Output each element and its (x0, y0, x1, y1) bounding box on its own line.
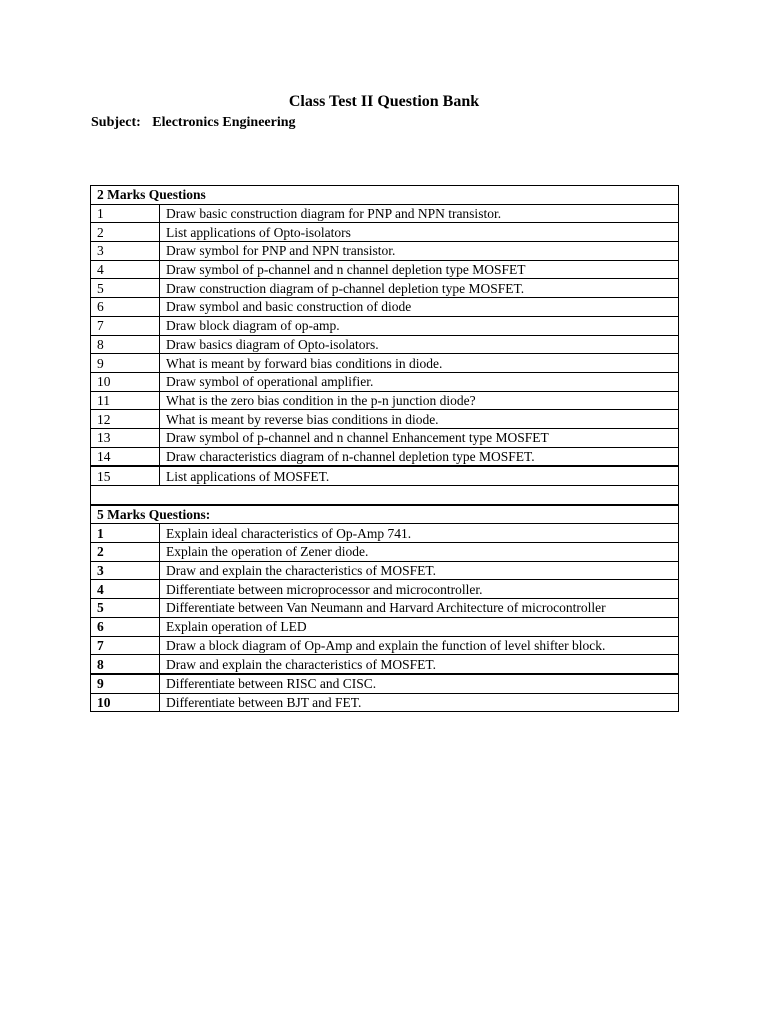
table-row (91, 466, 679, 485)
subject-value: Electronics Engineering (152, 115, 296, 130)
table-row (91, 298, 679, 317)
table-row (91, 335, 679, 354)
section-5marks-heading: 5 Marks Questions: (91, 505, 679, 524)
question-number: 3 (91, 242, 160, 261)
question-text: Draw characteristics diagram of n-channel depletion type MOSFET. (160, 447, 679, 466)
question-text: Draw and explain the characteristics of MOSFET. (160, 655, 679, 674)
table-row (91, 543, 679, 562)
question-number: 4 (91, 580, 160, 599)
question-number: 6 (91, 298, 160, 317)
table-row (91, 391, 679, 410)
table-row (91, 524, 679, 543)
table-row (91, 354, 679, 373)
table-row (91, 693, 679, 712)
table-row (91, 561, 679, 580)
question-text: Draw block diagram of op-amp. (160, 316, 679, 335)
question-text: Draw symbol for PNP and NPN transistor. (160, 242, 679, 261)
question-text: What is meant by reverse bias conditions in diode. (160, 410, 679, 429)
question-text: Explain ideal characteristics of Op-Amp 741. (160, 524, 679, 543)
section-2marks-heading: 2 Marks Questions (91, 186, 679, 205)
question-text: Draw basics diagram of Opto-isolators. (160, 335, 679, 354)
question-text: Draw construction diagram of p-channel depletion type MOSFET. (160, 279, 679, 298)
table-row (91, 636, 679, 655)
table-row (91, 372, 679, 391)
question-text: What is the zero bias condition in the p-n junction diode? (160, 391, 679, 410)
question-text: Explain the operation of Zener diode. (160, 543, 679, 562)
question-number: 13 (91, 428, 160, 447)
question-text: Differentiate between RISC and CISC. (160, 674, 679, 693)
question-number: 1 (91, 204, 160, 223)
question-text: Draw basic construction diagram for PNP and NPN transistor. (160, 204, 679, 223)
table-row (91, 316, 679, 335)
table-row (91, 242, 679, 261)
question-number: 8 (91, 655, 160, 674)
question-number: 2 (91, 543, 160, 562)
question-text: Differentiate between Van Neumann and Harvard Architecture of microcontroller (160, 599, 679, 618)
question-number: 1 (91, 524, 160, 543)
question-text: Differentiate between microprocessor and microcontroller. (160, 580, 679, 599)
subject-line (91, 115, 296, 131)
question-number: 5 (91, 279, 160, 298)
table-row (91, 260, 679, 279)
question-number: 10 (91, 372, 160, 391)
question-number: 4 (91, 260, 160, 279)
question-text: Differentiate between BJT and FET. (160, 693, 679, 712)
question-number: 10 (91, 693, 160, 712)
table-row (91, 655, 679, 674)
question-number: 8 (91, 335, 160, 354)
question-number: 5 (91, 599, 160, 618)
question-number: 7 (91, 316, 160, 335)
spacer-row (91, 486, 679, 505)
page-title: Class Test II Question Bank (288, 93, 480, 110)
table-row (91, 674, 679, 693)
question-text: Draw a block diagram of Op-Amp and explain the function of level shifter block. (160, 636, 679, 655)
question-text: List applications of MOSFET. (160, 466, 679, 485)
question-number: 3 (91, 561, 160, 580)
table-row (91, 279, 679, 298)
subject-label: Subject: (91, 115, 141, 130)
table-row (91, 428, 679, 447)
question-text: Draw symbol of operational amplifier. (160, 372, 679, 391)
question-number: 6 (91, 617, 160, 636)
section-2marks-header (91, 186, 679, 205)
table-row (91, 599, 679, 618)
question-text: What is meant by forward bias conditions in diode. (160, 354, 679, 373)
question-number: 12 (91, 410, 160, 429)
question-number: 2 (91, 223, 160, 242)
spacer-cell (91, 486, 679, 505)
question-number: 7 (91, 636, 160, 655)
question-bank-table (90, 185, 679, 712)
question-text: Draw symbol and basic construction of diode (160, 298, 679, 317)
question-number: 15 (91, 466, 160, 485)
table-row (91, 410, 679, 429)
question-text: Explain operation of LED (160, 617, 679, 636)
question-text: Draw and explain the characteristics of MOSFET. (160, 561, 679, 580)
question-number: 14 (91, 447, 160, 466)
question-text: List applications of Opto-isolators (160, 223, 679, 242)
table-row (91, 617, 679, 636)
question-text: Draw symbol of p-channel and n channel Enhancement type MOSFET (160, 428, 679, 447)
table-row (91, 223, 679, 242)
question-text: Draw symbol of p-channel and n channel depletion type MOSFET (160, 260, 679, 279)
table-row (91, 204, 679, 223)
question-number: 9 (91, 674, 160, 693)
section-5marks-header (91, 505, 679, 524)
table-row (91, 580, 679, 599)
question-number: 9 (91, 354, 160, 373)
table-row (91, 447, 679, 466)
question-number: 11 (91, 391, 160, 410)
